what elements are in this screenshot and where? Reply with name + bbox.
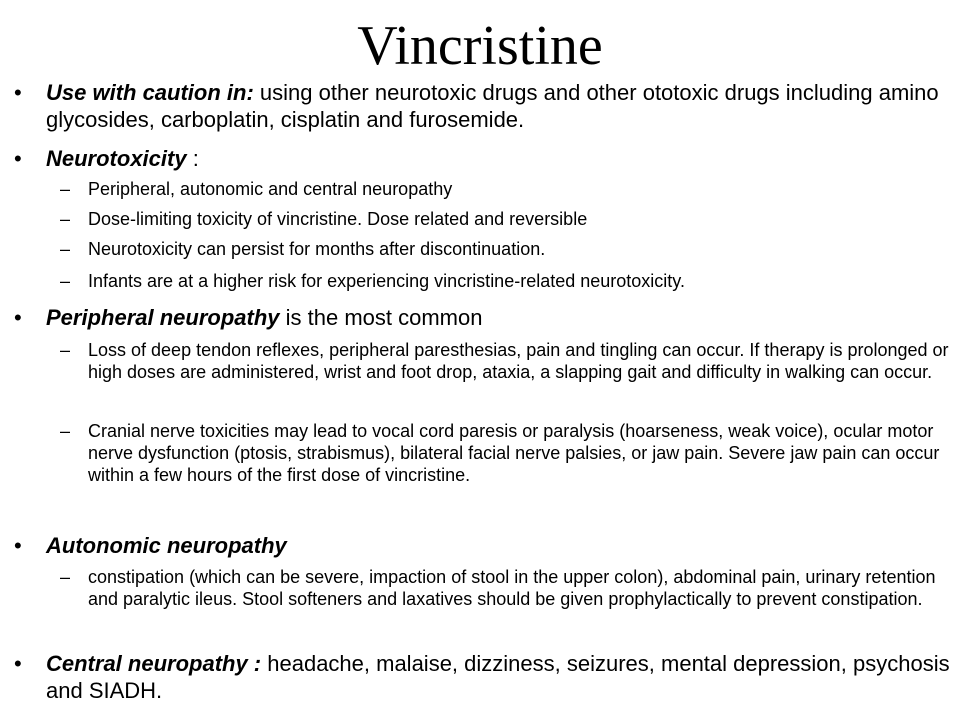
bullet-icon: • [14,533,22,558]
bullet-text: : [186,146,199,171]
sub-bullet [60,208,953,230]
bullet-peripheral-neuropathy [14,304,951,331]
bullet-neurotoxicity [14,145,951,172]
sub-bullet-text: Neurotoxicity can persist for months after discontinuation. [88,239,546,259]
bullet-autonomic-neuropathy [14,532,951,559]
sub-bullet-text: Dose-limiting toxicity of vincristine. Dose related and reversible [88,209,588,229]
bullet-text: is the most common [279,305,483,330]
bullet-icon: • [14,305,22,330]
bullet-central-neuropathy [14,650,951,704]
sub-bullet [60,238,953,260]
slide-title: Vincristine [357,15,603,77]
dash-icon: – [60,340,71,360]
sub-bullet-text: Cranial nerve toxicities may lead to vocal cord paresis or paralysis (hoarseness, weak voice), ocular motor nerve dysfunction (ptosis, strabismus), bilateral facial nerve palsies, or jaw pain. Severe jaw pain can occur within a few hours of the first dose of vincristine. [88,421,940,485]
bullet-text: using other neurotoxic drugs and other ototoxic drugs including amino glycosides, carboplatin, cisplatin and furosemide. [46,80,939,132]
sub-bullet [60,566,953,610]
sub-bullet [60,339,953,383]
bullet-icon: • [14,80,22,105]
sub-bullet-text: Loss of deep tendon reflexes, peripheral paresthesias, pain and tingling can occur. If therapy is prolonged or high doses are administered, wrist and foot drop, ataxia, a slapping gait and difficulty in walking can occur. [88,340,949,382]
bullet-heading: Autonomic neuropathy [46,533,287,558]
sub-bullet-text: Peripheral, autonomic and central neuropathy [88,179,453,199]
bullet-heading: Central neuropathy : [46,651,262,676]
sub-bullet [60,178,953,200]
dash-icon: – [60,567,71,587]
bullet-heading: Peripheral neuropathy [46,305,280,330]
sub-bullet-text: Infants are at a higher risk for experiencing vincristine-related neurotoxicity. [88,271,685,291]
bullet-heading: Neurotoxicity [46,146,187,171]
dash-icon: – [60,209,71,229]
sub-bullet-text: constipation (which can be severe, impaction of stool in the upper colon), abdominal pain, urinary retention and paralytic ileus. Stool softeners and laxatives should be given prophylactically to prevent constipation. [88,567,936,609]
bullet-caution [14,79,951,133]
bullet-icon: • [14,146,22,171]
dash-icon: – [60,271,71,291]
sub-bullet [60,420,953,486]
dash-icon: – [60,239,71,259]
dash-icon: – [60,421,71,441]
sub-bullet [60,270,953,292]
bullet-text: headache, malaise, dizziness, seizures, mental depression, psychosis and SIADH. [46,651,950,703]
dash-icon: – [60,179,71,199]
bullet-heading: Use with caution in: [46,80,254,105]
bullet-icon: • [14,651,22,676]
